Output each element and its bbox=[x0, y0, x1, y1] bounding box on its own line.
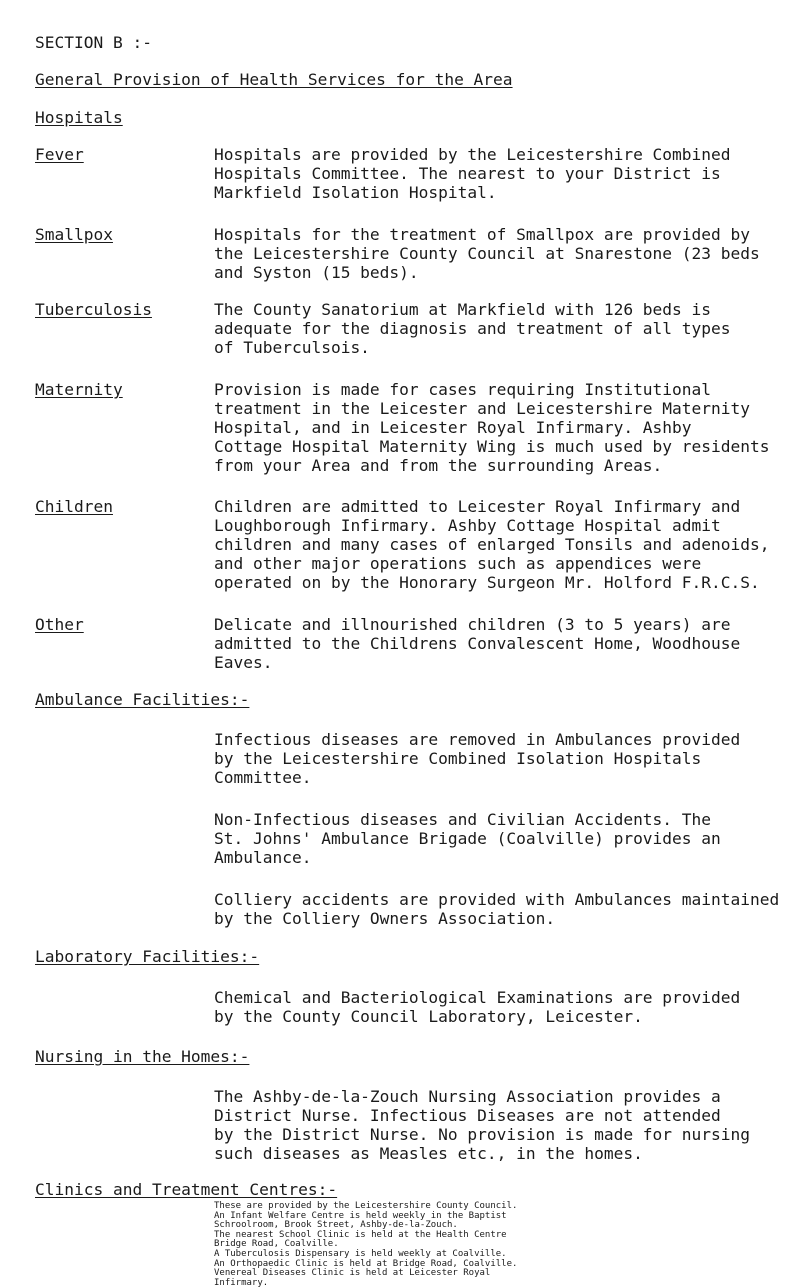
tuberculosis-label: Tuberculosis bbox=[35, 300, 152, 319]
smallpox-line-3: and Syston (15 beds). bbox=[214, 263, 419, 282]
ambulance-p2-line-3: Ambulance. bbox=[214, 848, 312, 867]
children-line-1: Children are admitted to Leicester Royal Infirmary and bbox=[214, 497, 741, 516]
clinics-line-3: Schroolroom, Brook Street, Ashby-de-la-Zouch. bbox=[214, 1220, 458, 1231]
maternity-line-5: from your Area and from the surrounding Areas. bbox=[214, 456, 663, 475]
maternity-line-3: Hospital, and in Leicester Royal Infirmary. Ashby bbox=[214, 418, 692, 437]
main-title: General Provision of Health Services for the Area bbox=[35, 70, 513, 89]
nursing-line-4: such diseases as Measles etc., in the homes. bbox=[214, 1144, 643, 1163]
children-line-2: Loughborough Infirmary. Ashby Cottage Hospital admit bbox=[214, 516, 721, 535]
maternity-line-1: Provision is made for cases requiring Institutional bbox=[214, 380, 712, 399]
smallpox-line-2: the Leicestershire County Council at Snarestone (23 beds bbox=[214, 244, 760, 263]
maternity-label: Maternity bbox=[35, 380, 123, 399]
clinics-line-2: An Infant Welfare Centre is held weekly in the Baptist bbox=[214, 1210, 507, 1221]
clinics-line-5: Bridge Road, Coalville. bbox=[214, 1239, 339, 1250]
other-label: Other bbox=[35, 615, 84, 634]
tuberculosis-line-1: The County Sanatorium at Markfield with 126 beds is bbox=[214, 300, 712, 319]
clinics-line-1: These are provided by the Leicestershire County Council. bbox=[214, 1201, 518, 1211]
maternity-line-4: Cottage Hospital Maternity Wing is much used by residents bbox=[214, 437, 770, 456]
clinics-line-9: Infirmary. bbox=[214, 1277, 269, 1288]
ambulance-p1-line-2: by the Leicestershire Combined Isolation Hospitals bbox=[214, 749, 702, 768]
laboratory-line-2: by the County Council Laboratory, Leicester. bbox=[214, 1007, 643, 1026]
children-line-5: operated on by the Honorary Surgeon Mr. Holford F.R.C.S. bbox=[214, 573, 760, 592]
other-line-1: Delicate and illnourished children (3 to 5 years) are bbox=[214, 615, 731, 634]
children-line-4: and other major operations such as appendices were bbox=[214, 554, 702, 573]
clinics-line-8: Venereal Diseases Clinic is held at Leicester Royal bbox=[214, 1268, 491, 1279]
nursing-line-2: District Nurse. Infectious Diseases are not attended bbox=[214, 1106, 721, 1125]
other-line-3: Eaves. bbox=[214, 653, 273, 672]
ambulance-p2-line-1: Non-Infectious diseases and Civilian Accidents. The bbox=[214, 810, 712, 829]
tuberculosis-line-3: of Tuberculsois. bbox=[214, 338, 370, 357]
ambulance-p3-line-2: by the Colliery Owners Association. bbox=[214, 909, 556, 928]
clinics-heading: Clinics and Treatment Centres:- bbox=[35, 1180, 338, 1199]
children-line-3: children and many cases of enlarged Tonsils and adenoids, bbox=[214, 535, 770, 554]
clinics-line-7: An Orthopaedic Clinic is held at Bridge Road, Coalville. bbox=[214, 1258, 518, 1269]
maternity-line-2: treatment in the Leicester and Leicestershire Maternity bbox=[214, 399, 751, 418]
ambulance-p1-line-3: Committee. bbox=[214, 768, 312, 787]
ambulance-p3-line-1: Colliery accidents are provided with Ambulances maintained bbox=[214, 890, 780, 909]
other-line-2: admitted to the Childrens Convalescent Home, Woodhouse bbox=[214, 634, 741, 653]
nursing-line-1: The Ashby-de-la-Zouch Nursing Association provides a bbox=[214, 1087, 721, 1106]
clinics-line-4: The nearest School Clinic is held at the Health Centre bbox=[214, 1229, 507, 1240]
ambulance-heading: Ambulance Facilities:- bbox=[35, 690, 250, 709]
clinics-line-6: A Tuberculosis Dispensary is held weekly at Coalville. bbox=[214, 1249, 507, 1259]
nursing-line-3: by the District Nurse. No provision is made for nursing bbox=[214, 1125, 751, 1144]
laboratory-line-1: Chemical and Bacteriological Examinations are provided bbox=[214, 988, 741, 1007]
ambulance-p2-line-2: St. Johns' Ambulance Brigade (Coalville) provides an bbox=[214, 829, 721, 848]
fever-line-2: Hospitals Committee. The nearest to your District is bbox=[214, 164, 721, 183]
fever-label: Fever bbox=[35, 145, 84, 164]
ambulance-p1-line-1: Infectious diseases are removed in Ambulances provided bbox=[214, 730, 741, 749]
section-label: SECTION B :- bbox=[35, 33, 152, 52]
smallpox-line-1: Hospitals for the treatment of Smallpox are provided by bbox=[214, 225, 751, 244]
laboratory-heading: Laboratory Facilities:- bbox=[35, 947, 260, 966]
nursing-heading: Nursing in the Homes:- bbox=[35, 1047, 250, 1066]
fever-line-3: Markfield Isolation Hospital. bbox=[214, 183, 497, 202]
fever-line-1: Hospitals are provided by the Leicestershire Combined bbox=[214, 145, 731, 164]
tuberculosis-line-2: adequate for the diagnosis and treatment of all types bbox=[214, 319, 731, 338]
hospitals-heading: Hospitals bbox=[35, 108, 123, 127]
smallpox-label: Smallpox bbox=[35, 225, 113, 244]
children-label: Children bbox=[35, 497, 113, 516]
